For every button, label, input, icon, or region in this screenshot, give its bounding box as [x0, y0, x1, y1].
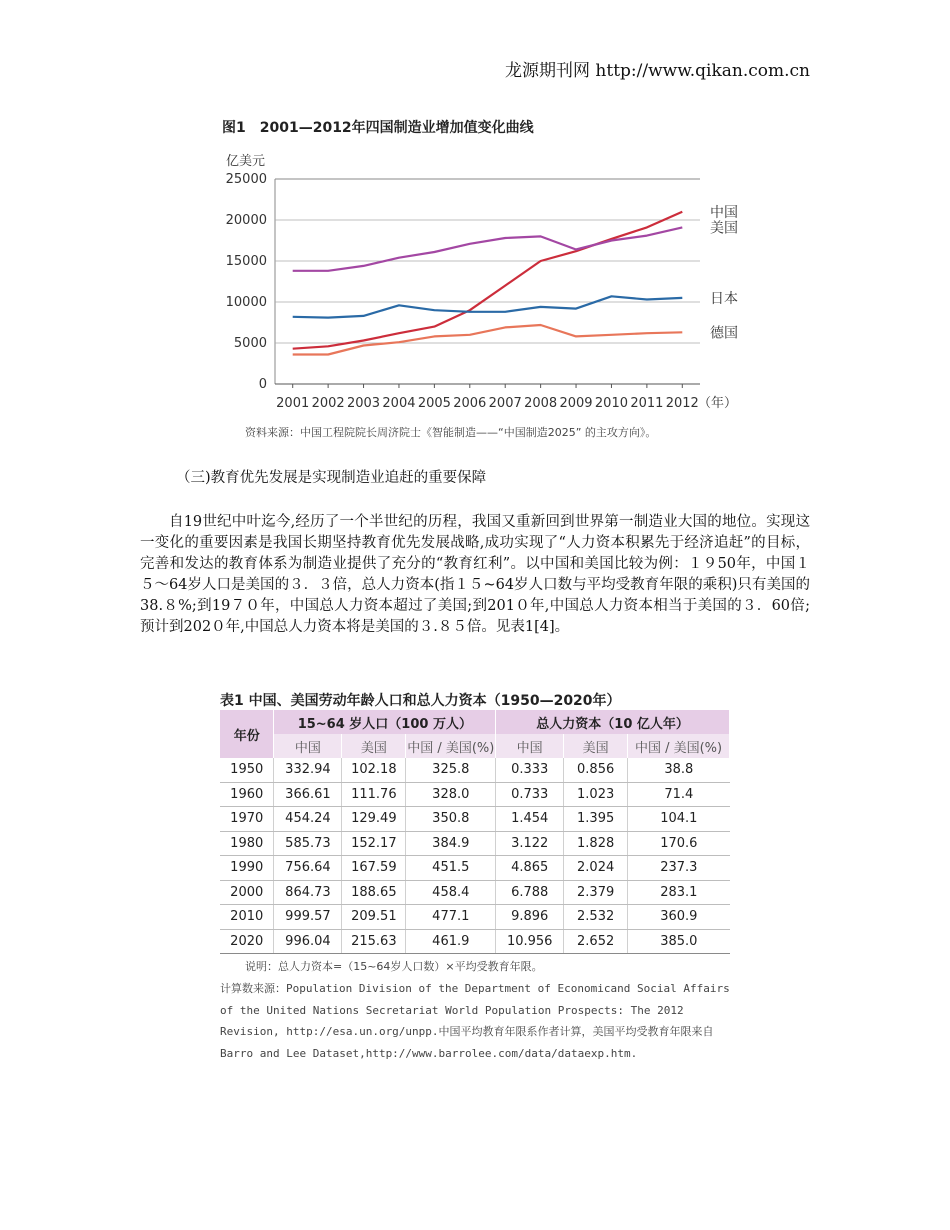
cell: 0.856 — [564, 758, 628, 782]
capital-group-header: 总人力资本（10 亿人年） — [496, 710, 730, 734]
cell: 385.0 — [628, 929, 730, 954]
table-note: 说明：总人力资本=（15~64岁人口数）×平均受教育年限。 — [245, 960, 543, 973]
cell: 477.1 — [406, 905, 496, 930]
figure-source: 资料来源：中国工程院院长周济院士《智能制造——“中国制造2025” 的主攻方向》。 — [245, 426, 657, 439]
col-cn-cap: 中国 — [496, 734, 564, 758]
series-label: 德国 — [710, 325, 738, 342]
cell: 461.9 — [406, 929, 496, 954]
y-tick-label: 15000 — [225, 254, 267, 269]
col-us-pop: 美国 — [342, 734, 406, 758]
cell: 1990 — [220, 856, 274, 881]
cell: 0.333 — [496, 758, 564, 782]
cell: 0.733 — [496, 782, 564, 807]
line-chart — [220, 145, 760, 420]
cell: 585.73 — [274, 831, 342, 856]
col-ratio-pop: 中国 / 美国(%) — [406, 734, 496, 758]
cell: 328.0 — [406, 782, 496, 807]
cell: 350.8 — [406, 807, 496, 832]
section-heading: （三)教育优先发展是实现制造业追赶的重要保障 — [176, 470, 487, 486]
series-line-德国 — [293, 325, 683, 355]
population-group-header: 15~64 岁人口（100 万人） — [274, 710, 496, 734]
y-axis-label: 亿美元 — [226, 154, 266, 169]
table-title: 表1 中国、美国劳动年龄人口和总人力资本（1950—2020年） — [220, 693, 621, 709]
cell: 451.5 — [406, 856, 496, 881]
x-tick-label: 2006 — [453, 396, 487, 411]
cell: 864.73 — [274, 880, 342, 905]
y-tick-label: 5000 — [233, 336, 267, 351]
cell: 325.8 — [406, 758, 496, 782]
x-tick-label: 2003 — [346, 396, 381, 411]
table-row — [220, 782, 730, 807]
table-row — [220, 929, 730, 954]
cell: 167.59 — [342, 856, 406, 881]
cell: 152.17 — [342, 831, 406, 856]
cell: 996.04 — [274, 929, 342, 954]
cell: 104.1 — [628, 807, 730, 832]
series-label: 日本 — [710, 290, 738, 307]
cell: 4.865 — [496, 856, 564, 881]
x-tick-label: 2008 — [524, 396, 558, 411]
x-axis-label: （年） — [698, 396, 738, 411]
cell: 111.76 — [342, 782, 406, 807]
x-tick-label: 2011 — [630, 396, 664, 411]
cell: 209.51 — [342, 905, 406, 930]
cell: 1.454 — [496, 807, 564, 832]
cell: 2.379 — [564, 880, 628, 905]
year-header: 年份 — [220, 710, 274, 758]
x-tick-label: 2012 — [665, 396, 699, 411]
x-tick-label: 2010 — [594, 396, 629, 411]
series-label: 中国 — [710, 204, 738, 221]
cell: 71.4 — [628, 782, 730, 807]
population-table — [220, 710, 730, 954]
cell: 9.896 — [496, 905, 564, 930]
col-ratio-cap: 中国 / 美国(%) — [628, 734, 730, 758]
x-tick-label: 2009 — [559, 396, 593, 411]
table-source: 计算数来源：Population Division of the Department of Economicand Social Affairs of the United Nations Secretariat World Population Prospects: The 2012 Revision, http://esa.un.org/unpp.中国平均教育年限系作者计算，美国平均受教育年限来自Barro and Lee Dataset,http://www.barrolee.com/data/dataexp.htm. — [220, 982, 730, 1060]
y-axis-ticks — [226, 172, 267, 392]
x-tick-label: 2005 — [417, 396, 451, 411]
table-row — [220, 905, 730, 930]
cell: 999.57 — [274, 905, 342, 930]
table-row — [220, 880, 730, 905]
cell: 458.4 — [406, 880, 496, 905]
cell: 1.828 — [564, 831, 628, 856]
series-line-日本 — [293, 296, 683, 317]
x-tick-label: 2004 — [382, 396, 416, 411]
body-paragraph: 自19世纪中叶迄今,经历了一个半世纪的历程，我国又重新回到世界第一制造业大国的地位。实现这一变化的重要因素是我国长期坚持教育优先发展战略,成功实现了“人力资本积累先于经济追赶”的目标，完善和发达的教育体系为制造业提供了充分的“教育红利”。以中国和美国比较为例：１９50年，中国１５～64岁人口是美国的３．３倍，总人力资本(指１５~64岁人口数与平均受教育年限的乘积)只有美国的38.８%;到19７０年，中国总人力资本超过了美国;到201０年,中国总人力资本相当于美国的３．60倍;预计到202０年,中国总人力资本将是美国的３.８５倍。见表1[4]。 — [140, 514, 810, 635]
cell: 10.956 — [496, 929, 564, 954]
cell: 384.9 — [406, 831, 496, 856]
cell: 1960 — [220, 782, 274, 807]
series-line-中国 — [293, 212, 683, 349]
cell: 215.63 — [342, 929, 406, 954]
y-tick-label: 20000 — [225, 213, 267, 228]
site-header: 龙源期刊网 http://www.qikan.com.cn — [505, 61, 810, 81]
table-row — [220, 758, 730, 782]
y-tick-label: 25000 — [225, 172, 267, 187]
x-tick-label: 2002 — [311, 396, 345, 411]
y-tick-label: 10000 — [225, 295, 267, 310]
cell: 237.3 — [628, 856, 730, 881]
y-tick-label: 0 — [258, 377, 267, 392]
cell: 6.788 — [496, 880, 564, 905]
cell: 188.65 — [342, 880, 406, 905]
series-labels — [710, 204, 738, 342]
x-tick-label: 2001 — [276, 396, 310, 411]
x-tick-label: 2007 — [488, 396, 522, 411]
series-label: 美国 — [710, 220, 738, 237]
chart-grid — [275, 179, 700, 384]
cell: 1970 — [220, 807, 274, 832]
cell: 360.9 — [628, 905, 730, 930]
table-row — [220, 831, 730, 856]
cell: 2000 — [220, 880, 274, 905]
cell: 2.024 — [564, 856, 628, 881]
cell: 1.395 — [564, 807, 628, 832]
cell: 170.6 — [628, 831, 730, 856]
cell: 2010 — [220, 905, 274, 930]
cell: 756.64 — [274, 856, 342, 881]
col-cn-pop: 中国 — [274, 734, 342, 758]
cell: 102.18 — [342, 758, 406, 782]
cell: 1.023 — [564, 782, 628, 807]
cell: 2.532 — [564, 905, 628, 930]
cell: 3.122 — [496, 831, 564, 856]
x-axis-ticks — [276, 384, 699, 411]
figure-title: 图1 2001—2012年四国制造业增加值变化曲线 — [222, 120, 534, 136]
col-us-cap: 美国 — [564, 734, 628, 758]
cell: 332.94 — [274, 758, 342, 782]
cell: 38.8 — [628, 758, 730, 782]
cell: 129.49 — [342, 807, 406, 832]
cell: 1980 — [220, 831, 274, 856]
cell: 283.1 — [628, 880, 730, 905]
chart-series — [293, 212, 683, 355]
table-row — [220, 856, 730, 881]
cell: 2020 — [220, 929, 274, 954]
cell: 366.61 — [274, 782, 342, 807]
cell: 2.652 — [564, 929, 628, 954]
cell: 1950 — [220, 758, 274, 782]
cell: 454.24 — [274, 807, 342, 832]
table-row — [220, 807, 730, 832]
